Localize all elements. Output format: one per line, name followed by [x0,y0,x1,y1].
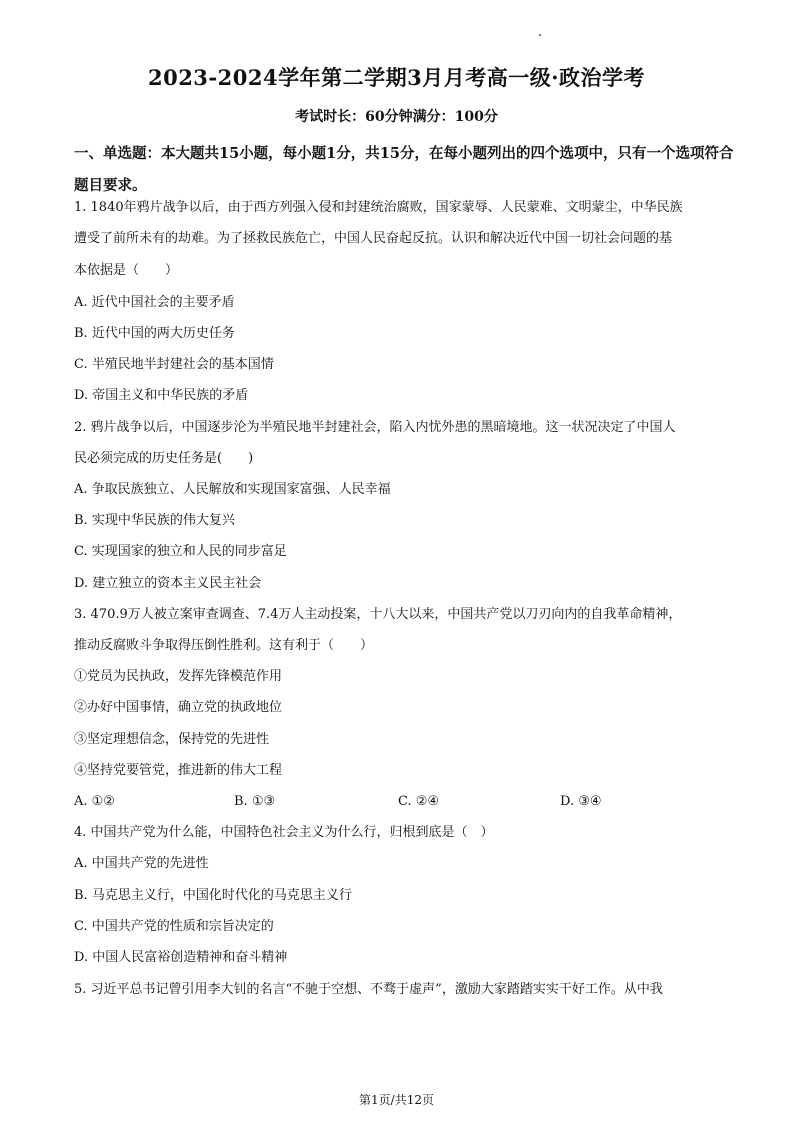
page-number: 第1页/共12页 [359,1093,434,1107]
q3-statement-1: ①党员为民执政，发挥先锋模范作用 [74,669,283,684]
q3-option-d: D. ③④ [560,794,602,809]
q2-option-b: B. 实现中华民族的伟大复兴 [74,513,235,528]
q2-stem-line-2: 民必须完成的历史任务是( ) [74,451,254,466]
q3-statement-4: ④坚持党要管党，推进新的伟大工程 [74,763,283,778]
q1-option-b: B. 近代中国的两大历史任务 [74,326,235,341]
q1-option-c: C. 半殖民地半封建社会的基本国情 [74,357,274,372]
q1-stem-line-3: 本依据是（ ） [74,263,179,278]
q3-option-b: B. ①③ [234,794,276,809]
q3-statement-2: ②办好中国事情，确立党的执政地位 [74,700,283,715]
q3-stem-line-2: 推动反腐败斗争取得压倒性胜利。这有利于（ ） [74,638,374,653]
scan-speck [539,34,541,36]
q3-stem-line-1: 3. 470.9万人被立案审查调查、7.4万人主动投案，十八大以来，中国共产党以刀刃向内的自我革命精神， [74,607,682,622]
q5-stem-line-1: 5. 习近平总书记曾引用李大钊的名言“不驰于空想、不骛于虚声”，激励大家踏踏实实干好工作。从中我 [74,982,663,997]
q2-option-d: D. 建立独立的资本主义民主社会 [74,576,262,591]
exam-duration-score: 考试时长：60分钟满分：100分 [295,109,498,125]
q3-statement-3: ③坚定理想信念，保持党的先进性 [74,732,270,747]
q3-option-a: A. ①② [74,794,115,809]
q1-option-a: A. 近代中国社会的主要矛盾 [74,295,235,310]
q2-stem-line-1: 2. 鸦片战争以后，中国逐步沦为半殖民地半封建社会，陷入内忧外患的黑暗境地。这一状况决定了中国人 [74,420,676,435]
q3-option-c: C. ②④ [398,794,440,809]
q2-option-c: C. 实现国家的独立和人民的同步富足 [74,544,287,559]
exam-title: 2023-2024学年第二学期3月月考高一级·政治学考 [147,65,646,90]
q4-stem-line-1: 4. 中国共产党为什么能，中国特色社会主义为什么行，归根到底是（ ） [74,825,494,840]
q4-option-c: C. 中国共产党的性质和宗旨决定的 [74,919,274,934]
q4-option-d: D. 中国人民富裕创造精神和奋斗精神 [74,950,288,965]
q4-option-a: A. 中国共产党的先进性 [74,856,209,871]
q4-option-b: B. 马克思主义行，中国化时代化的马克思主义行 [74,888,352,903]
q1-stem-line-1: 1. 1840年鸦片战争以后，由于西方列强入侵和封建统治腐败，国家蒙辱、人民蒙难、文明蒙尘，中华民族 [74,200,683,215]
q1-option-d: D. 帝国主义和中华民族的矛盾 [74,388,249,403]
q2-option-a: A. 争取民族独立、人民解放和实现国家富强、人民幸福 [74,482,391,497]
q1-stem-line-2: 遭受了前所未有的劫难。为了拯救民族危亡，中国人民奋起反抗。认识和解决近代中国一切社会问题的基 [74,231,673,246]
section-heading: 一、单选题：本大题共15小题，每小题1分，共15分，在每小题列出的四个选项中，只有一个选项符合题目要求。 [74,145,734,194]
